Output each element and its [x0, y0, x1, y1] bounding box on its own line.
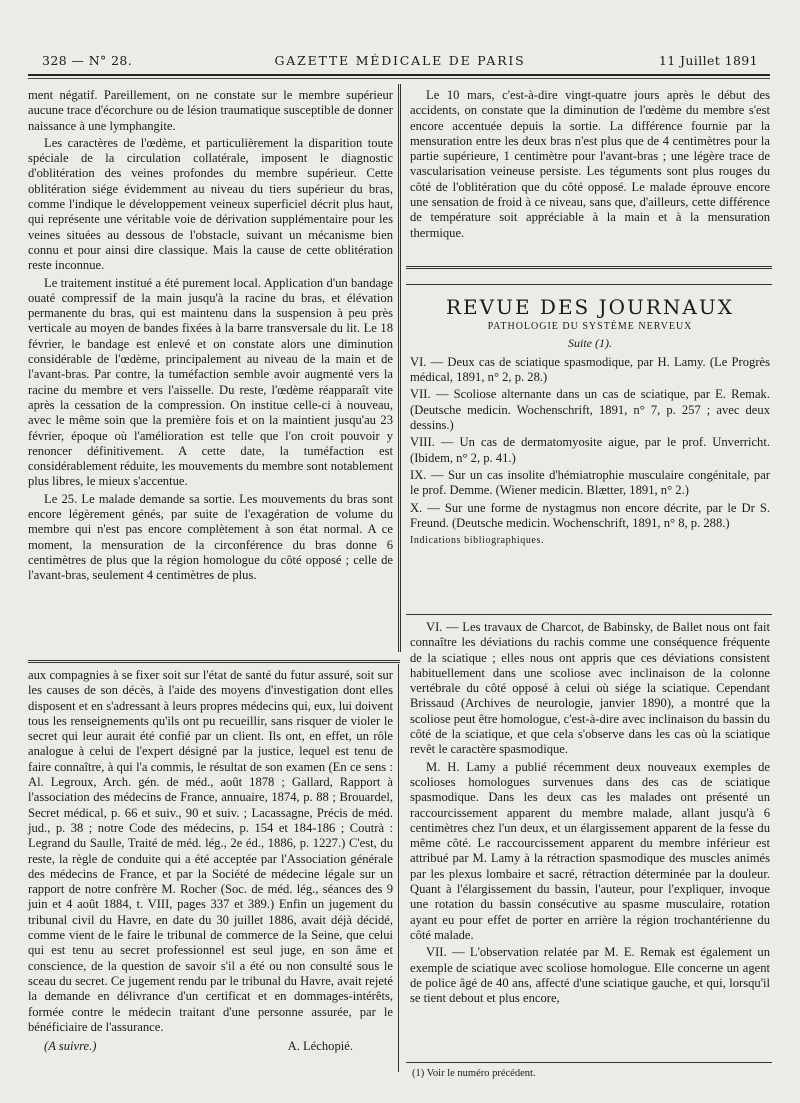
paragraph: VII. — L'observation relatée par M. E. Remak est également un exemple de sciatique avec scoliose homologue. Elle concerne un agent de police âgé de 40 ans, affecté d'une sciatique gauche, et qui, lorsqu'il se tient debout et plus encore,	[410, 945, 770, 1006]
paragraph: M. H. Lamy a publié récemment deux nouveaux exemples de scolioses homologues survenues dans des cas de sciatique spasmodique. Dans les deux cas les malades ont présenté un raccourcissement apparent du membre malade, allant jusqu'à 6 centimètres chez l'un deux, et un élargissement apparent de la fesse du même côté. Le raccourcissement apparent du membre inférieur est attribué par M. Lamy à la rétraction spasmodique des muscles animés par les plexus lombaire et sacré, rétraction déterminée par la douleur. Quant à l'élargissement du bassin, l'auteur, pour l'expliquer, invoque une rotation du bassin consécutive au spasme musculaire, rotation ayant eu pour effet de porter en arrière la région trochantérienne du côté malade.	[410, 759, 770, 942]
column-divider-top	[398, 84, 401, 652]
to-be-continued: (A suivre.)	[44, 1039, 97, 1054]
contents-list	[410, 355, 770, 549]
section-rule	[406, 614, 772, 615]
paragraph: Le 25. Le malade demande sa sortie. Les mouvements du bras sont encore légèrement génés, par suite de l'exagération de volume du membre qui n'est pas encore complètement à son état normal. A ce moment, la mensuration de la circonférence du bras donne 6 centimètres de plus que la région homologue du côté opposé ; celle de l'avant-bras, seulement 4 centimètres de plus.	[28, 491, 393, 583]
right-column-bottom	[410, 620, 770, 1008]
paragraph: Le 10 mars, c'est-à-dire vingt-quatre jours après le début des accidents, on constate que la diminution de l'œdème du membre s'est encore accentuée depuis la sortie. La différence fournie par la mensuration entre les deux bras n'est plus que de 4 centimètres pour la partie supérieure, 1 centimètre pour l'avant-bras ; une légère trace de vascularisation veineuse persiste. Les téguments sont plus rouges du côté de l'oblitération que du côté opposé. Le malade éprouve encore une sensation de froid à ce niveau, sans que, d'ailleurs, cette différence de température soit appréciable à la main et à la mensuration thermique.	[410, 88, 770, 240]
column-break-rule	[28, 660, 400, 663]
paragraph: Le traitement institué a été purement local. Application d'un bandage ouaté compressif de la main jusqu'à la racine du bras, et élévation permanente du bras, qui est maintenu dans la suspension à peu près verticale au moyen de bandes fixées à la barre transversale du lit. Le 18 février, le bandage est enlevé et on constate alors une diminution considérable de l'œdème, principalement au niveau de la main et de l'avant-bras. Par contre, la tuméfaction semble avoir augmenté vers la racine du membre et vers l'aisselle. Du reste, l'œdème réapparaît vite après la cessation de la compression. On institue celle-ci à nouveau, avec le même soin que la première fois et on la maintient jusqu'au 23 février, époque où l'amélioration est telle que l'on croit pouvoir y renoncer définitivement. A cette date, la tuméfaction est considérablement réduite, les mouvements du membre sont notablement plus libres, le mieux s'accentue.	[28, 275, 393, 489]
section-rule-thin	[406, 284, 772, 285]
section-suite: Suite (1).	[568, 335, 612, 350]
list-item: VIII. — Un cas de dermatomyosite aigue, par le prof. Unverricht. (Ibidem, n° 2, p. 41.)	[410, 435, 770, 465]
list-item: VI. — Deux cas de sciatique spasmodique, par H. Lamy. (Le Progrès médical, 1891, n° 2, p. 28.)	[410, 354, 770, 385]
journal-title: GAZETTE MÉDICALE DE PARIS	[274, 53, 526, 68]
author-signature: A. Léchopié.	[287, 1039, 353, 1054]
paragraph: aux compagnies à se fixer soit sur l'état de santé du futur assuré, soit sur les causes de son décès, à l'aide des moyens d'investigation dont elles disposent et en s'adressant à leurs propres médecins qui, eux, lui doivent tous les renseignements qu'ils ont pu recueillir, sans risquer de violer le secret qui leur aurait été confié par un client. Ils ont, en effet, un rôle analogue à celui de l'expert désigné par la justice, lequel est tenu de faire connaître, à qui l'a commis, le résultat de son examen (En ce sens : Al. Legroux, Arch. gén. de méd., août 1878 ; Gallard, Rapport à l'association des médecins de France, annuaire, 1874, p. 88 ; Brouardel, Secret médical, p. 66 et suiv., 90 et suiv. ; Lacassagne, Précis de méd. jud., p. 38 ; notre Code des médecins, p. 154 et 184-186 ; Coutrà : Legrand du Saulle, Traité de méd. lég., 2e éd., 1886, p. 1227.) C'est, du reste, la règle de conduite qui a été acceptée par l'Association générale des médecins de France, et par la Société de médecine légale sur un rapport de notre confrère M. Rocher (Soc. de méd. lég., séances des 9 juin et 4 août 1884, t. VIII, pages 337 et 389.) Enfin un jugement du tribunal civil du Havre, en date du 30 juillet 1886, avait déjà décidé, comme vient de le faire le tribunal de commerce de la Seine, que celui qui est tenu au secret professionnel est seul juge, en son âme et conscience, de la question de savoir s'il a été ou non consulté sous le sceau du secret. Ce jugement rendu par le tribunal du Havre, avait rejeté la demande en délivrance d'un certificat et en dommages-intérêts, formée contre le médecin traitant d'une personne assurée, par le bénéficiaire de l'assurance.	[28, 668, 393, 1034]
column-divider-bottom	[398, 664, 399, 1072]
section-rule	[406, 266, 772, 269]
page-number: 328 — N° 28.	[42, 53, 133, 68]
section-subtitle: PATHOLOGIE DU SYSTÈME NERVEUX	[487, 321, 693, 333]
section-title: REVUE DES JOURNAUX	[446, 295, 734, 319]
right-column-top	[410, 88, 770, 243]
footnote: (1) Voir le numéro précédent.	[412, 1068, 536, 1079]
left-column-top	[28, 88, 393, 586]
list-item: Indications bibliographiques.	[410, 535, 545, 547]
issue-date: 11 Juillet 1891	[658, 53, 758, 68]
paragraph: ment négatif. Pareillement, on ne constate sur le membre supérieur aucune trace d'écorchure ou de lésion traumatique susceptible de donner naissance à une lymphangite.	[28, 88, 393, 133]
revue-section	[410, 292, 770, 550]
list-item: VII. — Scoliose alternante dans un cas de sciatique, par E. Remak. (Deutsche medicin. Wochenschrift, 1891, n° 7, p. 257 ; avec deux dessins.)	[410, 387, 770, 433]
list-item: X. — Sur une forme de nystagmus non encore décrite, par le Dr S. Freund. (Deutsche medicin. Wochenschrift, 1891, n° 8, p. 288.)	[410, 500, 770, 530]
list-item: IX. — Sur un cas insolite d'hémiatrophie musculaire congénitale, par le prof. Demme. (Wiener medicin. Blætter, 1891, n° 2.)	[410, 467, 770, 498]
paragraph: Les caractères de l'œdème, et particulièrement la disparition toute spéciale de la circulation collatérale, imposent le diagnostic d'oblitération des veines profondes du membre supérieur. Cette oblitération siége évidemment au niveau du tiers supérieur du bras, comme l'indique le développement veineux superficiel décrit plus haut, qui représente une véritable voie de dérivation supplémentaire pour les veines situées au dessous de l'obstacle, suivant un mécanisme bien connu et pour ainsi dire classique. Mais la cause de cette oblitération reste inconnue.	[28, 135, 393, 273]
header-rule-thin	[28, 78, 770, 79]
signature-line	[28, 1039, 393, 1059]
left-column-bottom	[28, 668, 393, 1059]
footnote-rule	[406, 1062, 772, 1063]
paragraph: VI. — Les travaux de Charcot, de Babinsky, de Ballet nous ont fait connaître les déviations du rachis comme une conséquence fréquente de la sciatique ; elles nous ont appris que ces déviations consistent habituellement dans une scoliose avec inclinaison de la colonne vertébrale du côté opposé à celui où siége la sciatique. Cependant Brissaud (Archives de neurologie, janvier 1890), a montré que la scoliose peut être homologue, c'est-à-dire avec inclinaison du bassin du côté de la sciatique, et que cela s'observe dans les cas où la sciatique revêt le caractère spasmodique.	[410, 620, 770, 757]
page-header	[42, 50, 758, 72]
header-rule	[28, 74, 770, 76]
